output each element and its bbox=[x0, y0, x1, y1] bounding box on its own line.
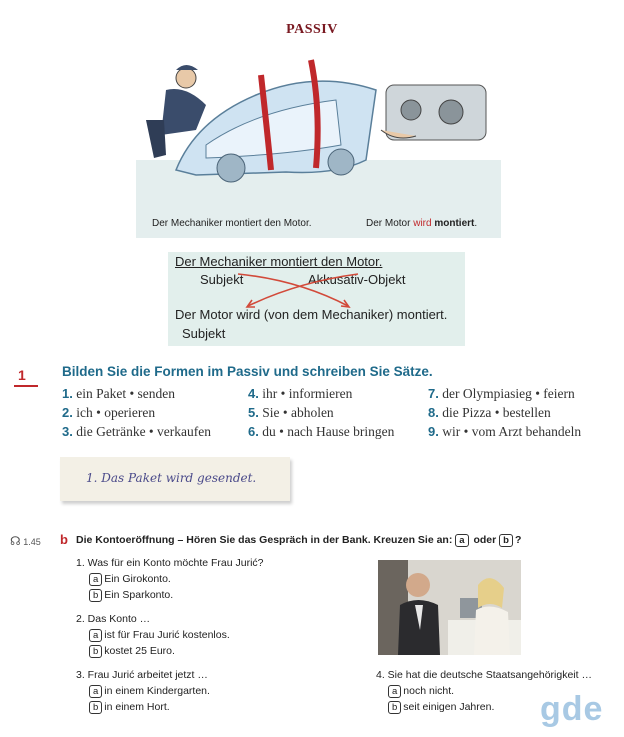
exercise-item: 9. wir • vom Arzt behandeln bbox=[428, 424, 582, 439]
answer-option-a[interactable]: a Ein Girokonto. bbox=[89, 573, 171, 586]
exercise-heading: Bilden Sie die Formen im Passiv und schreiben Sie Sätze. bbox=[62, 364, 433, 379]
gde-logo: gde bbox=[540, 690, 604, 728]
exercise-b-heading: Die Kontoeröffnung – Hören Sie das Gespräch in der Bank. Kreuzen Sie an: a oder b ? bbox=[76, 534, 522, 546]
caption-left: Der Mechaniker montiert den Motor. bbox=[152, 218, 312, 229]
exercise-item: 2. ich • operieren bbox=[62, 405, 156, 420]
exercise-item: 8. die Pizza • bestellen bbox=[428, 405, 551, 420]
exercise-item: 4. ihr • informieren bbox=[248, 386, 353, 401]
answer-option-a[interactable]: a ist für Frau Jurić kostenlos. bbox=[89, 629, 230, 642]
grammar-box bbox=[168, 252, 465, 346]
exercise-item: 6. du • nach Hause bringen bbox=[248, 424, 395, 439]
exercise-item: 1. ein Paket • senden bbox=[62, 386, 176, 401]
subject-label-2: Subjekt bbox=[182, 326, 226, 341]
car-body-icon bbox=[176, 60, 376, 182]
audio-track[interactable]: ☊ 1.45 bbox=[10, 534, 41, 548]
exercise-item: 5. Sie • abholen bbox=[248, 405, 334, 420]
example-answer: 1. Das Paket wird gesendet. bbox=[86, 471, 257, 485]
question: 4. Sie hat die deutsche Staatsangehörigkeit … bbox=[376, 669, 592, 681]
exercise-underline bbox=[14, 385, 38, 387]
exercise-number: 1 bbox=[18, 367, 26, 383]
question: 2. Das Konto … bbox=[76, 613, 151, 625]
engine-icon bbox=[381, 85, 486, 140]
question: 3. Frau Jurić arbeitet jetzt … bbox=[76, 669, 208, 681]
car-illustration bbox=[136, 50, 501, 238]
bank-consultation-photo bbox=[378, 560, 521, 655]
swap-arrows-icon bbox=[228, 270, 368, 310]
answer-option-b[interactable]: b seit einigen Jahren. bbox=[388, 701, 494, 714]
page-title: PASSIV bbox=[286, 22, 338, 37]
headphones-icon: ☊ bbox=[10, 534, 21, 548]
passive-sentence: Der Motor wird (von dem Mechaniker) montiert. bbox=[175, 307, 448, 322]
answer-option-b[interactable]: b Ein Sparkonto. bbox=[89, 589, 173, 602]
question: 1. Was für ein Konto möchte Frau Jurić? bbox=[76, 557, 264, 569]
exercise-b-letter: b bbox=[60, 532, 68, 547]
caption-right: Der Motor wird montiert. bbox=[366, 218, 478, 229]
exercise-item: 7. der Olympiasieg • feiern bbox=[428, 386, 575, 401]
answer-option-a[interactable]: a in einem Kindergarten. bbox=[89, 685, 210, 698]
subject-label: Subjekt bbox=[200, 272, 244, 287]
answer-option-b[interactable]: b kostet 25 Euro. bbox=[89, 645, 175, 658]
exercise-item: 3. die Getränke • verkaufen bbox=[62, 424, 212, 439]
answer-option-a[interactable]: a noch nicht. bbox=[388, 685, 454, 698]
active-sentence: Der Mechaniker montiert den Motor. bbox=[175, 254, 383, 269]
answer-option-b[interactable]: b in einem Hort. bbox=[89, 701, 170, 714]
object-label: Akkusativ-Objekt bbox=[308, 272, 406, 287]
